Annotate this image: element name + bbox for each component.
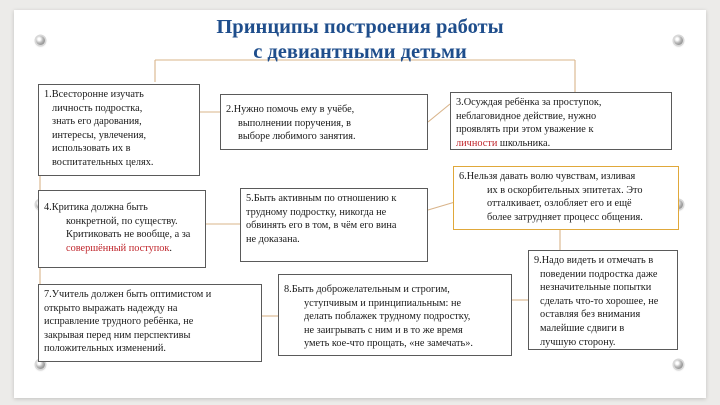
principle-box-8 bbox=[278, 274, 512, 356]
principle-3-highlight: личности bbox=[456, 137, 498, 149]
principle-2-line: выполнении поручения, в bbox=[238, 117, 351, 129]
page-title bbox=[0, 15, 720, 65]
principle-1-line: интересы, увлечения, bbox=[52, 129, 147, 141]
principle-9-line: 9.Надо видеть и отмечать в bbox=[534, 255, 654, 266]
principle-9-line: лучшую сторону. bbox=[540, 336, 616, 348]
principle-3-last-rest: школьника. bbox=[497, 137, 551, 149]
principle-box-6 bbox=[453, 166, 679, 230]
principle-7-line: положительных изменений. bbox=[44, 343, 166, 355]
principle-9-line: сделать что-то хорошее, не bbox=[540, 295, 659, 307]
principle-8-line: не заигрывать с ним и в то же время bbox=[304, 324, 463, 336]
connector-box5-box6 bbox=[428, 202, 455, 210]
principle-6-line: 6.Нельзя давать волю чувствам, изливая bbox=[459, 171, 636, 182]
principle-box-7 bbox=[38, 284, 262, 362]
principle-8-line: 8.Быть доброжелательным и строгим, bbox=[284, 284, 450, 295]
principle-1-line: личность подростка, bbox=[52, 102, 143, 114]
principle-8-line: уметь кое-что прощать, «не замечать». bbox=[304, 338, 473, 350]
principle-3-line: неблаговидное действие, нужно bbox=[456, 110, 597, 122]
principle-6-line: отталкивает, озлобляет его и ещё bbox=[487, 198, 632, 210]
principle-9-line: поведении подростка даже bbox=[540, 268, 658, 280]
principle-box-4 bbox=[38, 190, 206, 268]
principle-3-line: проявлять при этом уважение к bbox=[456, 124, 594, 136]
principle-box-2 bbox=[220, 94, 428, 150]
principle-1-line: 1.Всесторонне изучать bbox=[44, 89, 144, 100]
principle-4-line: конкретной, по существу. bbox=[66, 215, 178, 227]
principle-4-last-line bbox=[44, 242, 200, 256]
principle-7-line: 7.Учитель должен быть оптимистом и bbox=[44, 289, 212, 300]
principle-4-highlight: совершённый поступок bbox=[66, 242, 170, 254]
principle-1-line: знать его дарования, bbox=[52, 116, 142, 128]
principle-box-5 bbox=[240, 188, 428, 262]
title-line-2: с девиантными детьми bbox=[253, 41, 467, 63]
principle-9-line: незначительные попытки bbox=[540, 282, 652, 294]
principle-4-line: Критиковать не вообще, а за bbox=[66, 229, 191, 241]
principle-1-line: воспитательных целях. bbox=[52, 156, 154, 168]
principle-7-line: исправление трудного ребёнка, не bbox=[44, 316, 194, 328]
principle-6-line: более затрудняет процесс общения. bbox=[487, 211, 643, 223]
principle-5-line: трудному подростку, никогда не bbox=[246, 206, 387, 218]
principle-box-3 bbox=[450, 92, 672, 150]
principle-box-9 bbox=[528, 250, 678, 350]
principle-8-line: делать поблажек трудному подростку, bbox=[304, 311, 471, 323]
principle-9-line: малейшие сдвиги в bbox=[540, 322, 625, 334]
principle-3-line: 3.Осуждая ребёнка за проступок, bbox=[456, 97, 602, 108]
principle-2-line: выборе любимого занятия. bbox=[238, 131, 356, 143]
principle-4-last-rest: . bbox=[169, 242, 172, 254]
principle-8-line: уступчивым и принципиальным: не bbox=[304, 297, 462, 309]
principle-2-line: 2.Нужно помочь ему в учёбе, bbox=[226, 104, 355, 115]
principle-7-line: открыто выражать надежду на bbox=[44, 302, 178, 314]
principle-box-1 bbox=[38, 84, 200, 176]
principle-6-line: их в оскорбительных эпитетах. Это bbox=[487, 184, 643, 196]
principle-5-line: не доказана. bbox=[246, 233, 300, 245]
principle-3-last-line bbox=[456, 137, 666, 151]
principle-9-line: оставляя без внимания bbox=[540, 309, 641, 321]
principle-7-line: закрывая перед ним перспективы bbox=[44, 329, 191, 341]
principle-1-line: использовать их в bbox=[52, 143, 131, 155]
principle-5-line: обвинять его в том, в чём его вина bbox=[246, 220, 397, 232]
principle-5-line: 5.Быть активным по отношению к bbox=[246, 193, 397, 204]
principle-4-line: 4.Критика должна быть bbox=[44, 202, 148, 213]
title-line-1: Принципы построения работы bbox=[216, 16, 504, 38]
connector-box2-box3 bbox=[428, 104, 450, 122]
